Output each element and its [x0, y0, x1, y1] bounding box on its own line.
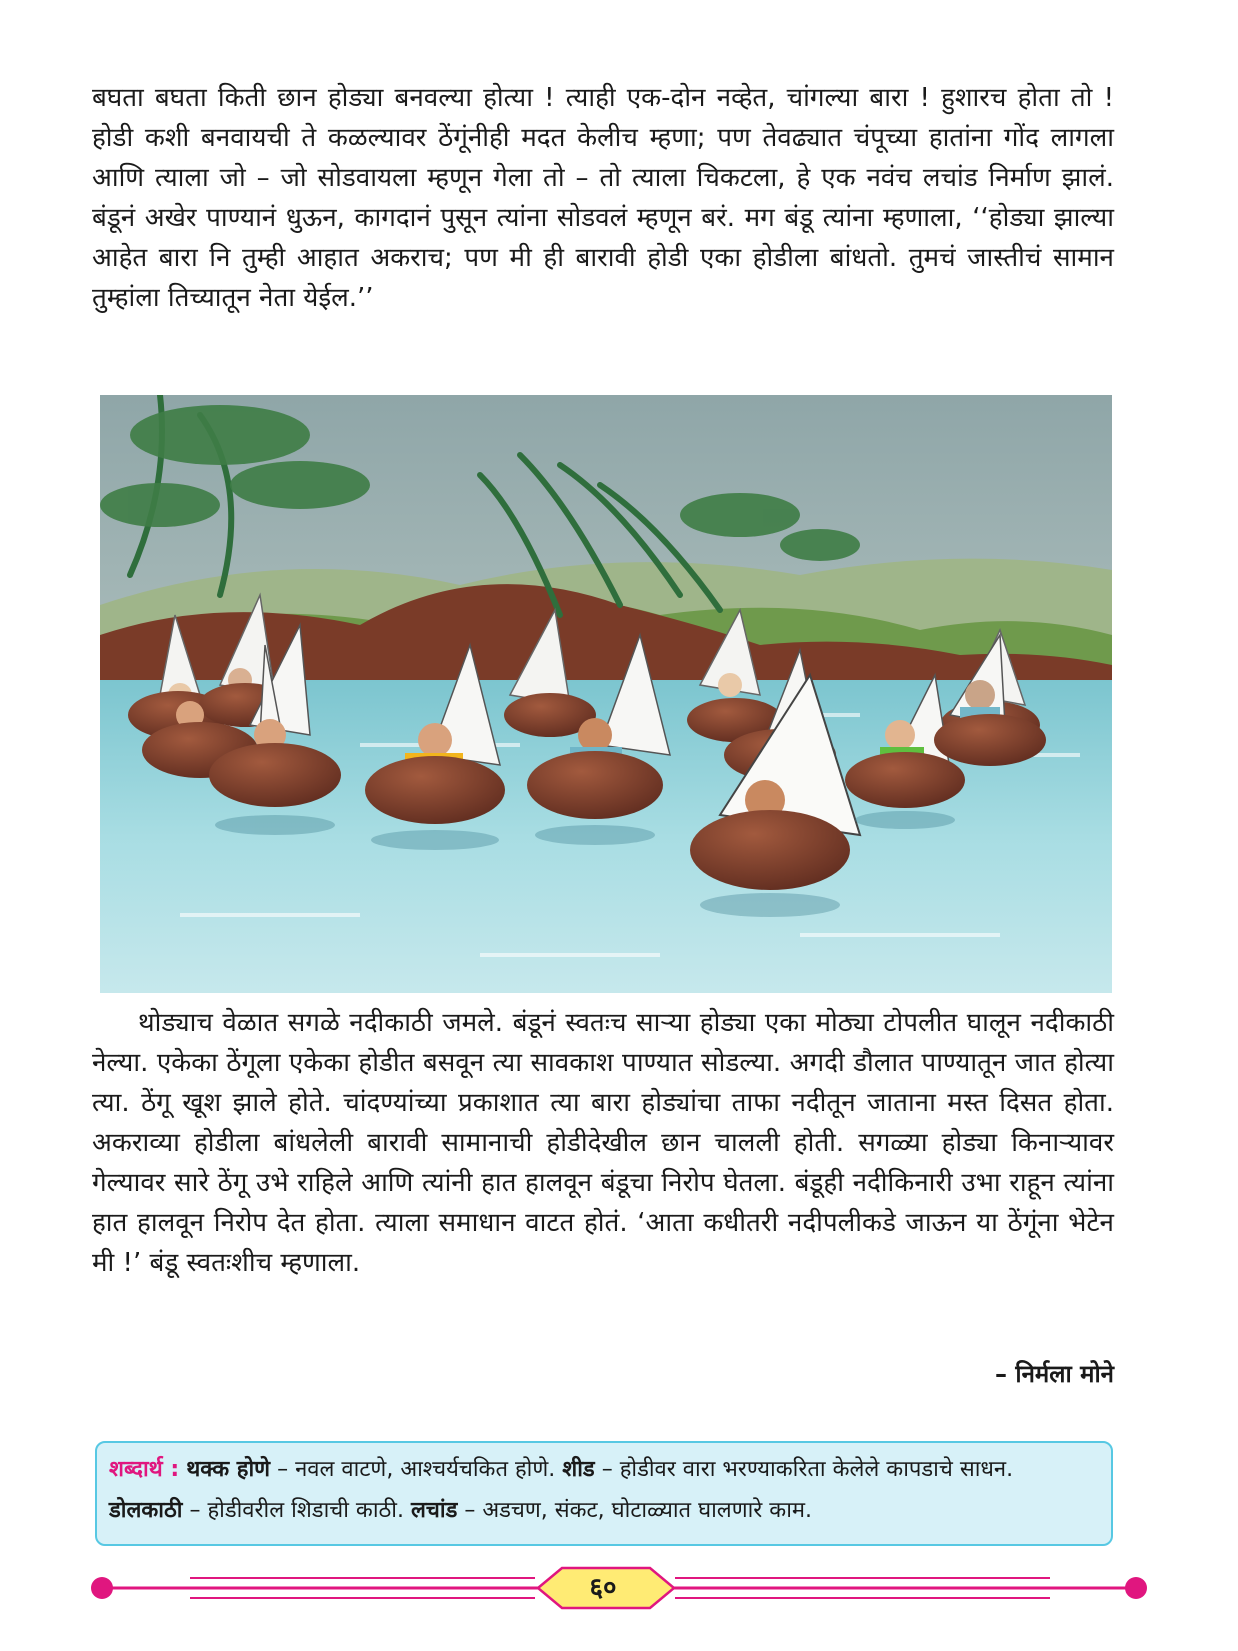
- author-name: – निर्मला मोने: [995, 1360, 1114, 1388]
- glossary-heading: शब्दार्थ :: [109, 1457, 180, 1482]
- glossary-box: [95, 1441, 1113, 1546]
- story-paragraph-2: थोड्याच वेळात सगळे नदीकाठी जमले. बंडूनं स्वतःच साऱ्या होड्या एका मोठ्या टोपलीत घालून नदीकाठी नेल्या. एकेका ठेंगूला एकेका होडीत बसवून त्या सावकाश पाण्यात सोडल्या. अगदी डौलात पाण्यातून जात होत्या त्या. ठेंगू खूश झाले होते. चांदण्यांच्या प्रकाशात त्या बारा होड्यांचा ताफा नदीतून जाताना मस्त दिसत होता. अकराव्या होडीला बांधलेली बारावी सामानाची होडीदेखील छान चालली होती. सगळ्या होड्या किनाऱ्यावर गेल्यावर सारे ठेंगू उभे राहिले आणि त्यांनी हात हालवून बंडूचा निरोप घेतला. बंडूही नदीकिनारी उभा राहून त्यांना हात हालवून निरोप देत होता. त्याला समाधान वाटत होतं. ‘आता कधीतरी नदीपलीकडे जाऊन या ठेंगूंना भेटेन मी !’ बंडू स्वतःशीच म्हणाला.: [92, 1008, 1114, 1278]
- glossary-meaning: – अडचण, संकट, घोटाळ्यात घालणारे काम.: [457, 1498, 813, 1523]
- glossary-term: डोलकाठी: [109, 1498, 183, 1523]
- glossary-term: लचांड: [411, 1498, 458, 1523]
- glossary-meaning: – होडीवरील शिडाची काठी.: [182, 1498, 411, 1523]
- glossary-meaning: – नवल वाटणे, आश्चर्यचकित होणे.: [270, 1457, 563, 1482]
- glossary-meaning: – होडीवर वारा भरण्याकरिता केलेले कापडाचे साधन.: [594, 1457, 1014, 1482]
- glossary-term: शीड: [562, 1457, 595, 1482]
- glossary-term: थक्क होणे: [186, 1457, 271, 1482]
- story-paragraph-1: बघता बघता किती छान होड्या बनवल्या होत्या ! त्याही एक-दोन नव्हेत, चांगल्या बारा ! हुशारच होता तो ! होडी कशी बनवायची ते कळल्यावर ठेंगूंनीही मदत केलीच म्हणा; पण तेवढ्यात चंपूच्या हातांना गोंद लागला आणि त्याला जो – जो सोडवायला म्हणून गेला तो – तो त्याला चिकटला, हे एक नवंच लचांड निर्माण झालं. बंडूनं अखेर पाण्यानं धुऊन, कागदानं पुसून त्यांना सोडवलं म्हणून बरं. मग बंडू त्यांना म्हणाला, ‘‘होड्या झाल्या आहेत बारा नि तुम्ही आहात अकराच; पण मी ही बारावी होडी एका होडीला बांधतो. तुमचं जास्तीचं सामान तुम्हांला तिच्यातून नेता येईल.’’: [92, 83, 1114, 313]
- page-number: ६०: [589, 1573, 617, 1603]
- story-illustration: [100, 395, 1112, 993]
